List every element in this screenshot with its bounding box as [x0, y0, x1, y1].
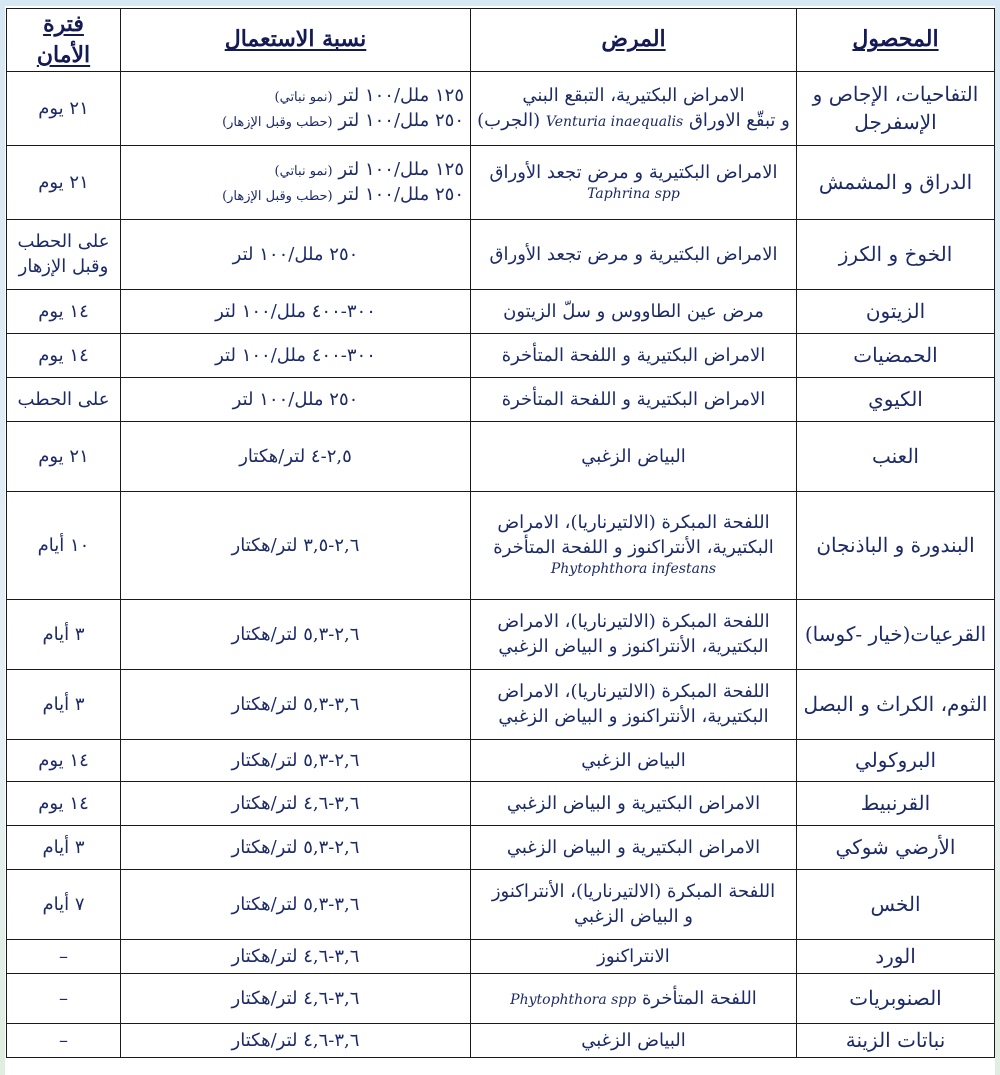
table-row	[7, 939, 995, 973]
rate-line	[127, 83, 464, 108]
rate-cell: ٢,٦-٥,٣ لتر/هكتار	[121, 599, 471, 669]
header-disease: المرض	[471, 9, 797, 72]
crop-name: الورد	[875, 944, 916, 969]
disease-line: البكتيرية، الأنتراكنوز و البياض الزغبي	[498, 706, 769, 728]
rate-cell	[121, 71, 471, 145]
disease-cell	[471, 71, 797, 145]
table-row	[7, 219, 995, 289]
rate-cell: ٣,٦-٤,٦ لتر/هكتار	[121, 1023, 471, 1057]
rate-cell: ٣,٦-٥,٣ لتر/هكتار	[121, 669, 471, 739]
disease-latin-name: Phytophthora infestans	[550, 561, 717, 578]
safety-line: وقبل الإزهار	[18, 256, 109, 278]
safety-cell: ٧ أيام	[7, 869, 121, 939]
rate-line	[127, 108, 464, 133]
safety-cell: –	[7, 1023, 121, 1057]
rate-line	[127, 157, 464, 182]
disease-latin-name: Taphrina spp	[587, 185, 680, 202]
table-header-row	[7, 9, 995, 72]
disease-cell: الامراض البكتيرية و مرض تجعد الأوراق	[471, 219, 797, 289]
safety-cell: ٢١ يوم	[7, 421, 121, 491]
disease-cell	[471, 869, 797, 939]
crop-name: العنب	[872, 444, 919, 469]
safety-cell: ٣ أيام	[7, 599, 121, 669]
safety-cell: –	[7, 973, 121, 1023]
disease-line: الامراض البكتيرية و مرض تجعد الأوراق	[489, 161, 778, 183]
table-row	[7, 825, 995, 869]
rate-cell: ٢,٦-٥,٣ لتر/هكتار	[121, 739, 471, 781]
crop-name: الدراق و المشمش	[818, 170, 973, 195]
rate-cell: ٢,٥-٤ لتر/هكتار	[121, 421, 471, 491]
table-row	[7, 491, 995, 599]
rate-cell: ٣٠٠-٤٠٠ ملل/١٠٠ لتر	[121, 289, 471, 333]
disease-line: اللفحة المبكرة (الالتيرناريا)، الامراض	[497, 610, 770, 632]
rate-cell: ٣,٦-٤,٦ لتر/هكتار	[121, 781, 471, 825]
table-row	[7, 781, 995, 825]
crop-name: الزيتون	[865, 299, 926, 324]
crop-cell	[797, 145, 995, 219]
rate-cell: ٢٥٠ ملل/١٠٠ لتر	[121, 377, 471, 421]
crop-cell	[797, 739, 995, 781]
disease-line: اللفحة المبكرة (الالتيرناريا)، الامراض	[497, 512, 770, 534]
disease-cell	[471, 491, 797, 599]
safety-cell: ١٤ يوم	[7, 781, 121, 825]
crop-cell	[797, 333, 995, 377]
crop-cell	[797, 289, 995, 333]
disease-text: و تبقّع الاوراق	[688, 110, 790, 132]
disease-cell: الامراض البكتيرية و البياض الزغبي	[471, 825, 797, 869]
rate-cell: ٣,٦-٥,٣ لتر/هكتار	[121, 869, 471, 939]
crop-name: الأرضي شوكي	[835, 835, 956, 860]
rate-cell: ٣٠٠-٤٠٠ ملل/١٠٠ لتر	[121, 333, 471, 377]
crop-name: نباتات الزينة	[845, 1028, 946, 1053]
disease-line: اللفحة المبكرة (الالتيرناريا)، الامراض	[497, 680, 770, 702]
crop-cell	[797, 599, 995, 669]
disease-line: و البياض الزغبي	[574, 906, 693, 928]
crop-cell	[797, 781, 995, 825]
crop-name: القرنبيط	[860, 791, 931, 816]
rate-dose: ١٢٥ ملل/١٠٠ لتر	[338, 84, 464, 106]
safety-line: على الحطب	[17, 230, 110, 252]
safety-cell: ١٤ يوم	[7, 739, 121, 781]
crop-cell	[797, 973, 995, 1023]
crop-cell	[797, 669, 995, 739]
rate-dose: ٢٥٠ ملل/١٠٠ لتر	[338, 110, 464, 132]
crop-name: الصنوبريات	[849, 986, 942, 1011]
disease-cell: البياض الزغبي	[471, 739, 797, 781]
table-row	[7, 599, 995, 669]
rate-cell: ٣,٦-٤,٦ لتر/هكتار	[121, 939, 471, 973]
disease-latin-name: Venturia inaequalis	[545, 114, 684, 131]
safety-cell: ٢١ يوم	[7, 145, 121, 219]
table-row	[7, 869, 995, 939]
table-row	[7, 333, 995, 377]
disease-cell: الامراض البكتيرية و البياض الزغبي	[471, 781, 797, 825]
safety-cell: على الحطب	[7, 377, 121, 421]
disease-cell: الامراض البكتيرية و اللفحة المتأخرة	[471, 377, 797, 421]
crop-cell	[797, 939, 995, 973]
disease-cell	[471, 973, 797, 1023]
crop-name: الثوم، الكراث و البصل	[803, 692, 988, 717]
crop-name: الخوخ و الكرز	[838, 242, 953, 267]
rate-cell: ٣,٦-٤,٦ لتر/هكتار	[121, 973, 471, 1023]
safety-cell: –	[7, 939, 121, 973]
disease-text: اللفحة المتأخرة	[641, 987, 757, 1009]
disease-cell: البياض الزغبي	[471, 421, 797, 491]
rate-line	[127, 182, 464, 207]
table-row	[7, 1023, 995, 1057]
table-row	[7, 739, 995, 781]
crop-cell	[797, 1023, 995, 1057]
safety-cell: ١٤ يوم	[7, 289, 121, 333]
disease-text: (الجرب)	[477, 110, 541, 132]
header-crop: المحصول	[797, 9, 995, 72]
disease-latin-name: Phytophthora spp	[510, 991, 637, 1008]
crop-name: القرعيات(خيار -كوسا)	[804, 622, 987, 647]
rate-note: (حطب وقبل الإزهار)	[222, 115, 333, 131]
crop-cell	[797, 377, 995, 421]
crop-cell	[797, 825, 995, 869]
safety-cell: ١٤ يوم	[7, 333, 121, 377]
rate-cell: ٢,٦-٥,٣ لتر/هكتار	[121, 825, 471, 869]
crop-cell	[797, 421, 995, 491]
safety-cell: ٢١ يوم	[7, 71, 121, 145]
rate-dose: ٢٥٠ ملل/١٠٠ لتر	[338, 184, 464, 206]
disease-line	[477, 108, 790, 133]
crop-name: الحمضيات	[853, 343, 938, 368]
table-row	[7, 669, 995, 739]
crop-cell	[797, 219, 995, 289]
safety-cell: ٣ أيام	[7, 825, 121, 869]
rate-note: (نمو نباتي)	[274, 163, 333, 179]
rate-note: (نمو نباتي)	[274, 89, 333, 105]
crop-name: الخس	[870, 892, 921, 917]
disease-cell: الامراض البكتيرية و اللفحة المتأخرة	[471, 333, 797, 377]
rate-cell: ٢,٦-٣,٥ لتر/هكتار	[121, 491, 471, 599]
disease-line: اللفحة المبكرة (الالتيرناريا)، الأنتراكنوز	[491, 880, 776, 902]
table-row	[7, 421, 995, 491]
header-rate: نسبة الاستعمال	[121, 9, 471, 72]
disease-line: الامراض البكتيرية، التبقع البني	[522, 84, 745, 106]
table-row	[7, 973, 995, 1023]
table-row	[7, 289, 995, 333]
rate-cell	[121, 145, 471, 219]
rate-note: (حطب وقبل الإزهار)	[222, 189, 333, 205]
table-row	[7, 71, 995, 145]
table-row	[7, 377, 995, 421]
disease-cell: البياض الزغبي	[471, 1023, 797, 1057]
safety-cell	[7, 219, 121, 289]
disease-cell: مرض عين الطاووس و سلّ الزيتون	[471, 289, 797, 333]
disease-line: البكتيرية، الأنتراكنوز و البياض الزغبي	[498, 636, 769, 658]
disease-cell	[471, 599, 797, 669]
crop-cell	[797, 869, 995, 939]
safety-cell: ١٠ أيام	[7, 491, 121, 599]
table-row	[7, 145, 995, 219]
crop-name: البندورة و الباذنجان	[816, 533, 975, 558]
disease-cell: الانتراكنوز	[471, 939, 797, 973]
header-safety-period: فترة الأمان	[7, 9, 121, 72]
disease-cell	[471, 669, 797, 739]
disease-cell	[471, 145, 797, 219]
crop-cell	[797, 71, 995, 145]
crop-cell	[797, 491, 995, 599]
crop-name: البروكولي	[855, 748, 936, 773]
pesticide-usage-table	[6, 8, 995, 1058]
crop-name: التفاحيات، الإجاص و الإسفرجل	[812, 82, 979, 135]
safety-cell: ٣ أيام	[7, 669, 121, 739]
disease-line: البكتيرية، الأنتراكنوز و اللفحة المتأخرة	[493, 537, 774, 559]
rate-dose: ١٢٥ ملل/١٠٠ لتر	[338, 158, 464, 180]
crop-name: الكيوي	[868, 387, 923, 412]
rate-cell: ٢٥٠ ملل/١٠٠ لتر	[121, 219, 471, 289]
